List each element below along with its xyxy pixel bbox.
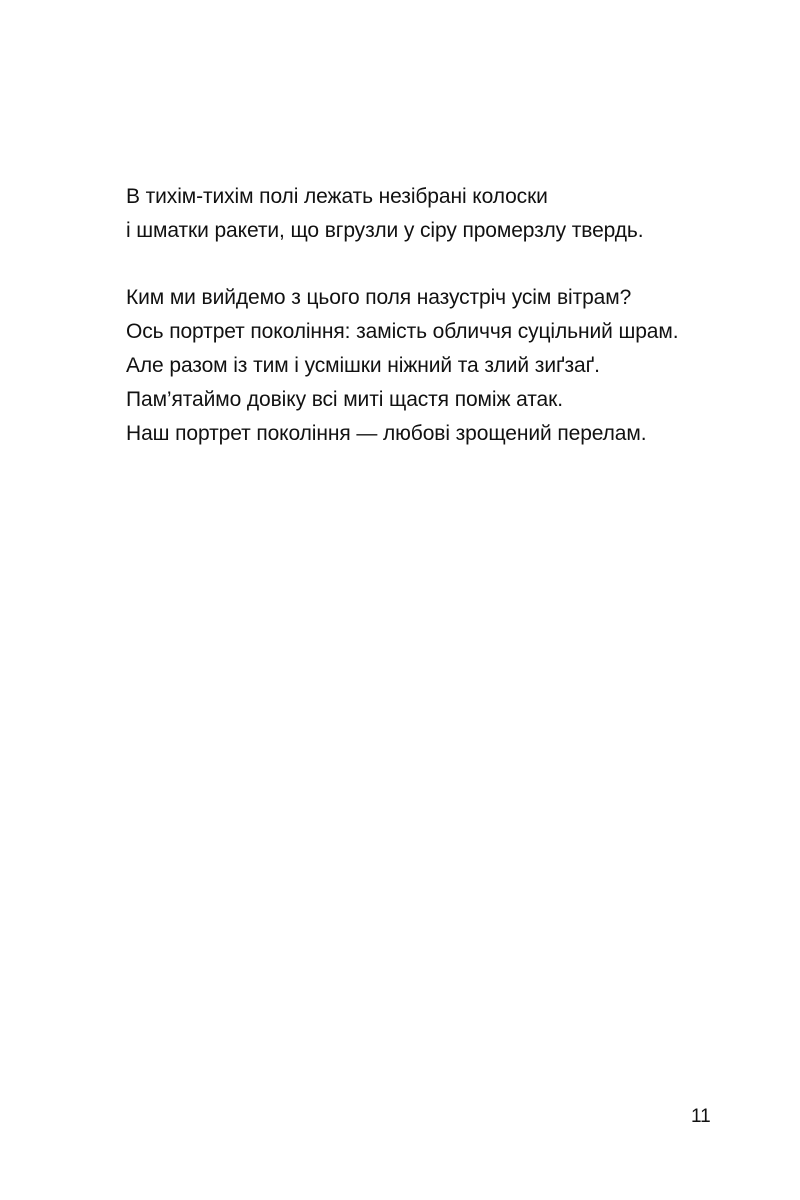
poem-line: Наш портрет покоління — любові зрощений перелам. <box>126 422 647 445</box>
page-number: 11 <box>691 1106 711 1127</box>
poem-line: Ось портрет покоління: замість обличчя суцільний шрам. <box>126 320 679 343</box>
poem <box>126 180 746 451</box>
poem-line: Але разом із тим і усмішки ніжний та злий зиґзаґ. <box>126 354 600 377</box>
poem-line: Пам’ятаймо довіку всі миті щастя поміж атак. <box>126 388 563 411</box>
stanza-2 <box>126 281 746 451</box>
poem-line: В тихім-тихім полі лежать незібрані колоски <box>126 185 548 208</box>
poem-line: Ким ми вийдемо з цього поля назустріч усім вітрам? <box>126 286 632 309</box>
poem-line: і шматки ракети, що вгрузли у сіру промерзлу твердь. <box>126 219 644 242</box>
stanza-1 <box>126 180 746 248</box>
